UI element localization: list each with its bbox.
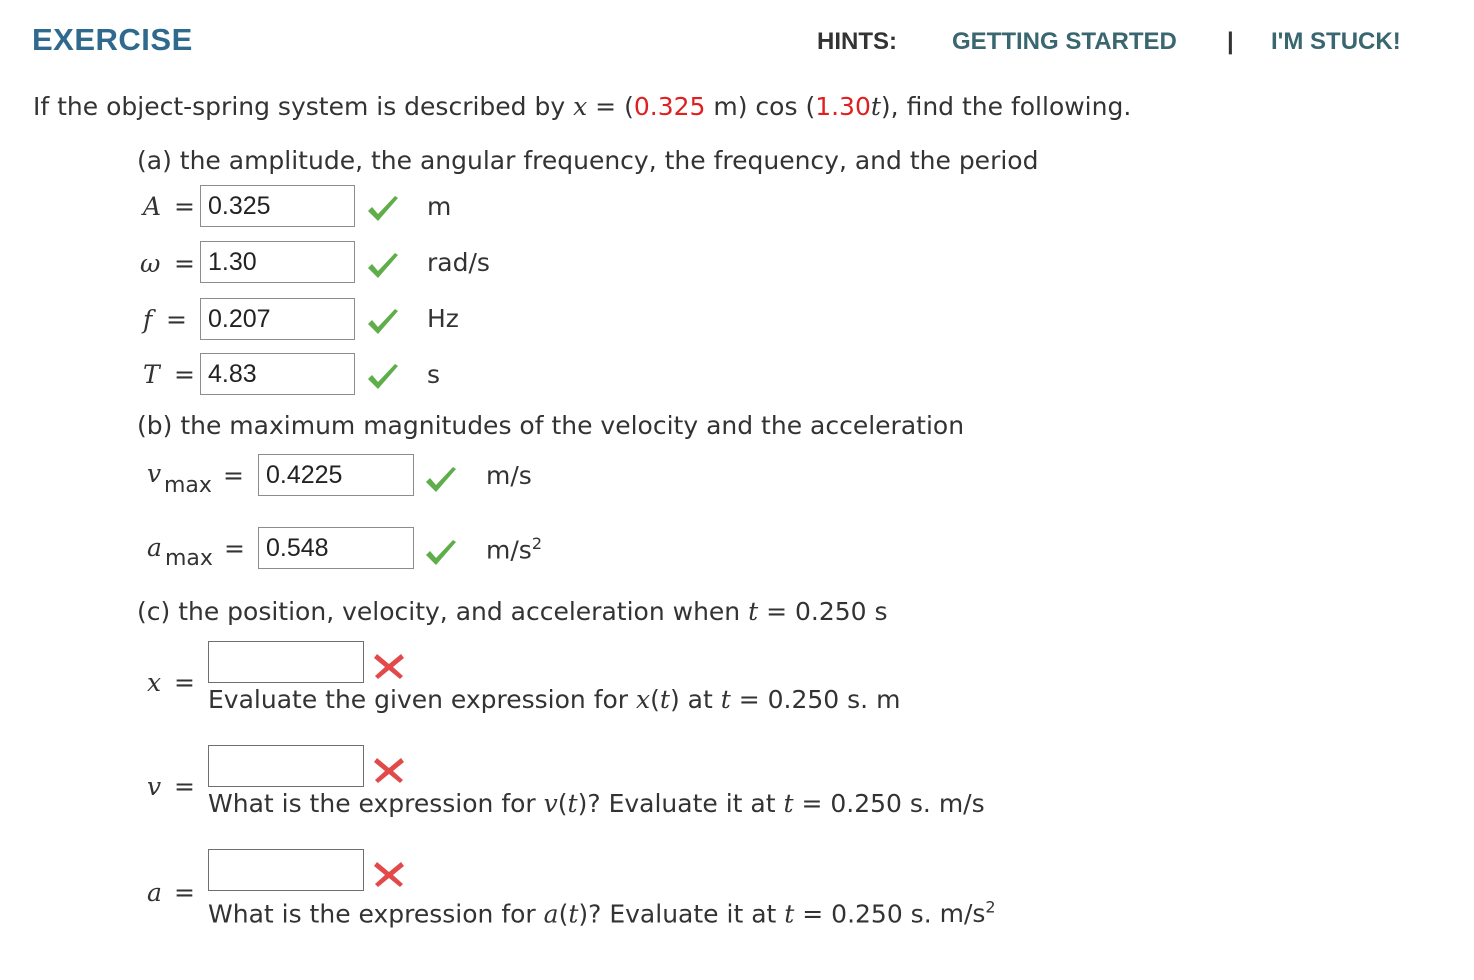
- acceleration-symbol: a: [147, 878, 162, 907]
- amplitude-input[interactable]: [200, 185, 355, 227]
- amax-check-icon: [424, 538, 458, 568]
- velocity-unit: m/s: [938, 789, 985, 818]
- part-c-prompt-pre: (c) the position, velocity, and acceleration when: [137, 597, 741, 626]
- acceleration-equals: =: [174, 878, 195, 907]
- problem-var-x: x: [573, 92, 588, 121]
- position-cross-icon: [372, 650, 406, 680]
- period-symbol: T: [143, 360, 160, 389]
- acceleration-feedback-pre: What is the expression for: [208, 899, 536, 929]
- amplitude-equals: =: [174, 192, 195, 221]
- period-equals: =: [174, 360, 195, 389]
- hint-getting-started-link[interactable]: GETTING STARTED: [952, 28, 1177, 55]
- amplitude-unit: m: [427, 192, 452, 221]
- acceleration-feedback: [208, 898, 996, 928]
- velocity-input[interactable]: [208, 745, 364, 787]
- velocity-feedback-var: v: [543, 789, 558, 818]
- frequency-equals: =: [166, 305, 187, 334]
- acceleration-unit: [940, 899, 996, 928]
- frequency-unit: Hz: [427, 304, 459, 333]
- acceleration-feedback-var: a: [543, 899, 559, 929]
- problem-eq: =: [595, 92, 617, 121]
- acceleration-input[interactable]: [208, 849, 364, 891]
- part-c-var-t: t: [748, 597, 759, 626]
- frequency-input[interactable]: [200, 298, 355, 340]
- omega-symbol: ω: [140, 249, 161, 278]
- amplitude-check-icon: [366, 194, 400, 224]
- vmax-check-icon: [424, 465, 458, 495]
- velocity-feedback-paren: (: [557, 789, 568, 818]
- part-c-prompt: [137, 597, 888, 626]
- hint-separator: |: [1227, 28, 1234, 55]
- acceleration-cross-icon: [372, 858, 406, 888]
- problem-mid: m) cos (: [713, 92, 816, 121]
- acceleration-unit-base: m/s: [939, 899, 986, 929]
- vmax-subscript: max: [164, 473, 212, 498]
- angular-frequency-check-icon: [366, 251, 400, 281]
- omega-equals: =: [174, 249, 195, 278]
- position-unit: m: [876, 685, 901, 714]
- frequency-symbol: f: [143, 305, 153, 334]
- period-unit: s: [427, 360, 441, 389]
- position-feedback-paren: (: [650, 685, 660, 714]
- problem-intro: If the object-spring system is described by: [33, 92, 566, 121]
- vmax-input[interactable]: [258, 454, 414, 496]
- period-input[interactable]: [200, 353, 355, 395]
- problem-omega-value: 1.30: [815, 92, 871, 121]
- position-feedback-var-t2: t: [720, 685, 731, 714]
- problem-amplitude-value: 0.325: [633, 92, 706, 121]
- velocity-symbol: v: [147, 772, 162, 801]
- velocity-feedback-post: = 0.250 s.: [801, 789, 931, 818]
- angular-frequency-input[interactable]: [200, 241, 355, 283]
- amax-unit-base: m/s: [486, 535, 532, 565]
- vmax-unit: m/s: [486, 461, 532, 490]
- amax-subscript: max: [165, 546, 213, 571]
- position-symbol: x: [147, 668, 162, 697]
- position-feedback-pre: Evaluate the given expression for: [208, 685, 629, 714]
- problem-close: ), find the following.: [880, 92, 1132, 121]
- period-check-icon: [366, 362, 400, 392]
- position-input[interactable]: [208, 641, 364, 683]
- acceleration-feedback-var-t: t: [568, 899, 579, 929]
- amax-unit-exponent: 2: [531, 534, 542, 553]
- exercise-title: EXERCISE: [32, 22, 193, 57]
- velocity-feedback: [208, 789, 985, 818]
- amplitude-symbol: A: [143, 192, 162, 221]
- position-feedback-close: ) at: [669, 685, 713, 714]
- velocity-feedback-close: )? Evaluate it at: [577, 789, 776, 818]
- frequency-check-icon: [366, 307, 400, 337]
- acceleration-feedback-var-t2: t: [784, 899, 795, 929]
- acceleration-feedback-close: )? Evaluate it at: [578, 899, 777, 929]
- acceleration-feedback-paren: (: [558, 899, 569, 929]
- amax-equals: =: [224, 534, 245, 563]
- velocity-feedback-pre: What is the expression for: [208, 789, 536, 818]
- angular-frequency-unit: rad/s: [427, 248, 490, 277]
- velocity-equals: =: [174, 772, 195, 801]
- part-b-prompt: (b) the maximum magnitudes of the velocity and the acceleration: [137, 411, 965, 440]
- part-a-prompt: (a) the amplitude, the angular frequency, the frequency, and the period: [137, 146, 1039, 175]
- problem-open-paren: (: [624, 92, 634, 121]
- velocity-feedback-var-t2: t: [783, 789, 794, 818]
- problem-var-t: t: [870, 92, 881, 121]
- part-c-prompt-post: = 0.250 s: [766, 597, 888, 626]
- vmax-symbol: v: [147, 459, 162, 488]
- velocity-feedback-var-t: t: [567, 789, 578, 818]
- position-feedback-post: = 0.250 s.: [738, 685, 869, 714]
- position-feedback: [208, 685, 900, 714]
- vmax-equals: =: [223, 461, 244, 490]
- position-feedback-var: x: [636, 685, 651, 714]
- acceleration-feedback-post: = 0.250 s.: [802, 899, 932, 929]
- position-equals: =: [174, 668, 195, 697]
- position-feedback-var-t: t: [659, 685, 670, 714]
- amax-input[interactable]: [258, 527, 414, 569]
- hints-label: HINTS:: [817, 28, 897, 55]
- problem-statement: [33, 92, 1131, 121]
- hint-im-stuck-link[interactable]: I'M STUCK!: [1271, 28, 1401, 55]
- acceleration-unit-exponent: 2: [985, 898, 996, 917]
- amax-unit: [486, 534, 542, 564]
- amax-symbol: a: [147, 533, 162, 562]
- velocity-cross-icon: [372, 754, 406, 784]
